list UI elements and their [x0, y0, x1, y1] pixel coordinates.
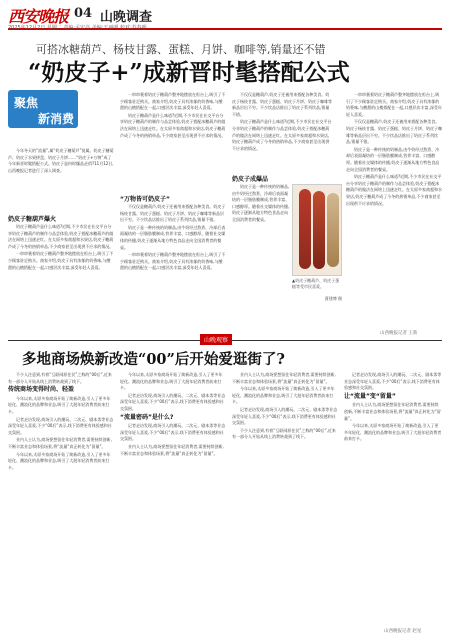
section-title: 山晚调查 [100, 10, 153, 25]
body-paragraph: 业内人士认为,商场要想留住年轻消费者,需要持续创新,不断丰富业态和体验场景,将“流量”真正转化为“留量”。 [232, 372, 336, 384]
story1-body-col2b [120, 204, 226, 342]
story2-body-col2 [120, 372, 226, 634]
story2-body-col1 [8, 372, 114, 634]
body-paragraph: 奶皮子糖葫芦是什么味道?近期,不少市民在社交平台分享奶皮子糖葫芦的制作与品尝体验,奶皮子搭配冰糖葫芦的做法在网络上迅速走红。在太原多家商超和水果店,奶皮子糖葫芦成了今冬的热销单品,不少商家甚至出现供不应求的情况。 [346, 174, 442, 206]
story1-subhead-2: “万物皆可奶皮子” [120, 196, 170, 203]
body-paragraph: 记者走访发现,商场引入的潮玩、二次元、剧本杀等业态深受年轻人喜爱,不少“00后”表示,线下消费更有体验感和社交氛围。 [120, 423, 226, 442]
news-photo [292, 184, 342, 276]
body-paragraph: 业内人士认为,商场要想留住年轻消费者,需要持续创新,不断丰富业态和体验场景,将“流量”真正转化为“留量”。 [8, 437, 112, 449]
story1-subhead-3: 奶皮子成爆品 [232, 176, 269, 183]
story1-body-col2 [120, 92, 226, 190]
masthead [8, 4, 442, 30]
body-paragraph: 今年以来,太原多家商场开始了焕新改造,引入了更多年轻化、潮流化的品牌和业态,吸引了大批年轻消费者前来打卡。 [120, 372, 223, 391]
story1-headline: “奶皮子+”成新晋时髦搭配公式 [28, 59, 350, 86]
banner-line1: 聚焦 [14, 96, 39, 110]
story1-kicker: 可搭冰糖葫芦、杨枝甘露、蛋糕、月饼、咖啡等,销量还不错 [36, 43, 326, 56]
lead-paragraph: 不少人注意到,有着“互联网原住民”之称的“00后”,近来有一部分人开始从线上消费转战到了线下。 [8, 372, 112, 384]
story1-subhead-1: 奶皮子糖葫芦爆火 [8, 216, 57, 223]
issue-meta: 2025年12月2日 星期二 责编:孟宏亮 美编:王丽明 校对:苏春明 [8, 25, 147, 31]
body-paragraph: 奶皮子糖葫芦是什么味道?近期,不少市民在社交平台分享奶皮子糖葫芦的制作与品尝体验,奶皮子搭配冰糖葫芦的做法在网络上迅速走红。在太原多家商超和水果店,奶皮子糖葫芦成了今冬的热销单品,不少商家甚至出现供不应求的情况。 [8, 224, 114, 249]
photo-credit: 曹建博 摄 [324, 296, 342, 301]
body-paragraph: 奶皮子糖葫芦是什么味道?近期,不少市民在社交平台分享奶皮子糖葫芦的制作与品尝体验,奶皮子搭配冰糖葫芦的做法在网络上迅速走红。在太原多家商超和水果店,奶皮子糖葫芦成了今冬的热销单品,不少商家甚至出现供不应求的情况。 [232, 119, 332, 151]
photo-caption: ▲奶皮子糖葫芦、奶皮子蛋糕等受市民喜爱。 [292, 278, 340, 289]
story2-subhead-1: 传统商场变得时尚、轻盈 [8, 386, 75, 394]
body-paragraph: 今年以来,太原多家商场开始了焕新改造,引入了更多年轻化、潮流化的品牌和业态,吸引了大批年轻消费者前来打卡。 [8, 451, 111, 470]
page-number: 04 [74, 6, 93, 21]
story2-tag: 山晚观察 [200, 334, 232, 345]
story1-body-col1 [8, 224, 114, 342]
lead-paragraph: 今年冬天的“流量”,属“奶皮子糖葫芦”莫属。奶皮子糖葫芦、奶皮子水果拼盘、奶皮子月饼……“奶皮子+万物”成了今年新晋时髦搭配公式。奶皮子是何时爆品走俏?11月12日,山西晚报记者进行了深入调查。 [8, 148, 114, 173]
story2-subhead-3: 让“流量”变“留量” [344, 392, 396, 400]
body-paragraph: 记者走访发现,商场引入的潮玩、二次元、剧本杀等业态深受年轻人喜爱,不少“00后”表示,线下消费更有体验感和社交氛围。 [344, 372, 442, 391]
body-paragraph: 一串串裹着奶皮子糖葫芦整齐地摆放在柜台上,吸引了不少顾客驻足购买。商家介绍,奶皮子具有浓郁的奶香味,与酸甜的山楂搭配在一起,口感层次丰富,深受年轻人喜爱。 [346, 92, 442, 117]
body-paragraph: 记者走访发现,商场引入的潮玩、二次元、剧本杀等业态深受年轻人喜爱,不少“00后”表示,线下消费更有体验感和社交氛围。 [120, 392, 226, 411]
body-paragraph: 不仅仅是糖葫芦,奶皮子还被用来搭配各种美食。奶皮子杨枝甘露、奶皮子蛋糕、奶皮子月饼、奶皮子咖啡等新品层出不穷。不少饮品店推出了奶皮子系列饮品,销量不错。 [232, 92, 332, 117]
body-paragraph: 今年以来,太原多家商场开始了焕新改造,引入了更多年轻化、潮流化的品牌和业态,吸引了大批年轻消费者前来打卡。 [8, 395, 111, 414]
body-paragraph: 一串串裹着奶皮子糖葫芦整齐地摆放在柜台上,吸引了不少顾客驻足购买。商家介绍,奶皮子具有浓郁的奶香味,与酸甜的山楂搭配在一起,口感层次丰富,深受年轻人喜爱。 [8, 251, 114, 270]
body-paragraph: 今年以来,太原多家商场开始了焕新改造,引入了更多年轻化、潮流化的品牌和业态,吸引了大批年轻消费者前来打卡。 [344, 423, 442, 442]
body-paragraph: 奶皮子糖葫芦是什么味道?近期,不少市民在社交平台分享奶皮子糖葫芦的制作与品尝体验,奶皮子搭配冰糖葫芦的做法在网络上迅速走红。在太原多家商超和水果店,奶皮子糖葫芦成了今冬的热销单品,不少商家甚至出现供不应求的情况。 [120, 112, 226, 138]
story1-body-col4 [346, 92, 442, 324]
story1-body-col3 [232, 92, 332, 170]
body-paragraph: 今年以来,太原多家商场开始了焕新改造,引入了更多年轻化、潮流化的品牌和业态,吸引了大批年轻消费者前来打卡。 [232, 386, 335, 405]
body-paragraph: 业内人士认为,商场要想留住年轻消费者,需要持续创新,不断丰富业态和体验场景,将“流量”真正转化为“留量”。 [344, 402, 441, 421]
body-paragraph: 一串串裹着奶皮子糖葫芦整齐地摆放在柜台上,吸引了不少顾客驻足购买。商家介绍,奶皮子具有浓郁的奶香味,与酸甜的山楂搭配在一起,口感层次丰富,深受年轻人喜爱。 [120, 252, 226, 271]
story2-body-col4 [344, 372, 442, 624]
body-paragraph: 记者走访发现,商场引入的潮玩、二次元、剧本杀等业态深受年轻人喜爱,不少“00后”表示,线下消费更有体验感和社交氛围。 [232, 406, 338, 426]
story1-body-col3b [232, 184, 290, 274]
story1-lead [8, 148, 114, 210]
story1-byline: 山西晚报记者 王新 [380, 331, 418, 336]
body-paragraph: 奶皮子是一种传统的奶制品,由牛奶经过熬煮、冷却后表面凝结的一层脂肪膜制成,营养丰富、口感醇厚。随着社交媒体的传播,奶皮子逐渐从地方特色食品走向全国消费者的餐桌。 [232, 184, 290, 222]
body-paragraph: 奶皮子是一种传统的奶制品,由牛奶经过熬煮、冷却后表面凝结的一层脂肪膜制成,营养丰富、口感醇厚。随着社交媒体的传播,奶皮子逐渐从地方特色食品走向全国消费者的餐桌。 [346, 146, 440, 172]
banner-line2: 新消费 [38, 112, 75, 126]
body-paragraph: 一串串裹着奶皮子糖葫芦整齐地摆放在柜台上,吸引了不少顾客驻足购买。商家介绍,奶皮子具有浓郁的奶香味,与酸甜的山楂搭配在一起,口感层次丰富,深受年轻人喜爱。 [120, 92, 226, 111]
body-paragraph: 记者走访发现,商场引入的潮玩、二次元、剧本杀等业态深受年轻人喜爱,不少“00后”表示,线下消费更有体验感和社交氛围。 [8, 416, 114, 435]
body-paragraph: 不仅仅是糖葫芦,奶皮子还被用来搭配各种美食。奶皮子杨枝甘露、奶皮子蛋糕、奶皮子月饼、奶皮子咖啡等新品层出不穷。不少饮品店推出了奶皮子系列饮品,销量不错。 [346, 119, 442, 145]
body-paragraph: 不仅仅是糖葫芦,奶皮子还被用来搭配各种美食。奶皮子杨枝甘露、奶皮子蛋糕、奶皮子月饼、奶皮子咖啡等新品层出不穷。不少饮品店推出了奶皮子系列饮品,销量不错。 [120, 204, 226, 223]
body-paragraph: 奶皮子是一种传统的奶制品,由牛奶经过熬煮、冷却后表面凝结的一层脂肪膜制成,营养丰富、口感醇厚。随着社交媒体的传播,奶皮子逐渐从地方特色食品走向全国消费者的餐桌。 [120, 224, 226, 250]
body-paragraph: 不少人注意到,有着“互联网原住民”之称的“00后”,近来有一部分人开始从线上消费转战到了线下。 [232, 427, 336, 440]
story2-subhead-2: “流量密码”是什么? [120, 413, 174, 421]
story2-body-col3 [232, 372, 338, 634]
story2-byline: 山西晚报记者 赵星 [384, 629, 422, 634]
newspaper-logo: 西安晚报 [8, 7, 69, 26]
body-paragraph: 业内人士认为,商场要想留住年轻消费者,需要持续创新,不断丰富业态和体验场景,将“流量”真正转化为“留量”。 [120, 443, 224, 456]
story2-headline: 多地商场焕新改造“00”后开始爱逛街了? [22, 351, 285, 368]
